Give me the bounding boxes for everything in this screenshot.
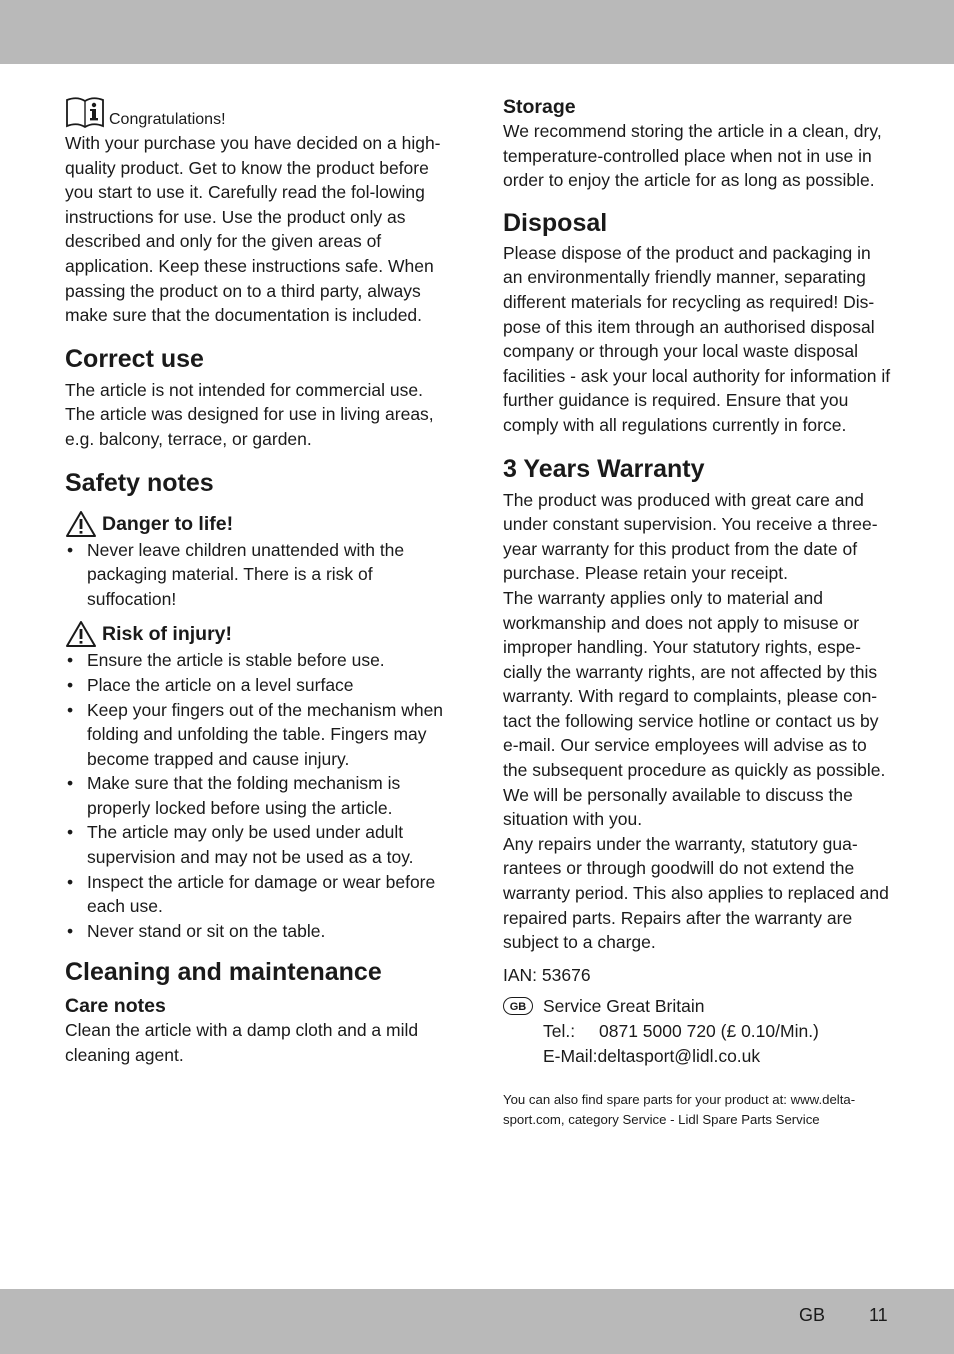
danger-list xyxy=(65,538,455,612)
disposal-heading: Disposal xyxy=(503,208,608,237)
injury-list xyxy=(65,648,455,943)
phone-label: Tel.: xyxy=(543,1021,576,1041)
disposal-body: Please dispose of the product and packaging in an environmentally friendly manner, separating different materials for recycling as required! Dis-pose of this item through an authorised disposal company or through your local waste disposal facilities - ask your local authority for information if further guidance is required. Ensure that you comply with all regulations currently in force. xyxy=(503,242,891,435)
page-number: 11 xyxy=(869,1305,888,1325)
warranty-paragraph-2: The warranty applies only to material and workmanship and does not apply to misuse or improper handling. Your statutory rights, espe-cially the warranty rights, are not affected by this warranty. With regard to complaints, please con-tact the following service hotline or contact us by e-mail. Our service employees will advise as to the subsequent procedure as quickly as possible. We will be personally available to discuss the situation with you. xyxy=(503,587,886,830)
injury-title: Risk of injury! xyxy=(102,623,233,646)
correct-use-line-2: The article was designed for use in living areas, e.g. balcony, terrace, or garden. xyxy=(65,404,434,449)
care-notes-title: Care notes xyxy=(65,995,166,1018)
service-block xyxy=(503,994,893,1068)
warning-triangle-icon xyxy=(65,510,97,538)
phone-value: 0871 5000 720 (£ 0.10/Min.) xyxy=(599,1021,819,1041)
footer-language: GB xyxy=(799,1305,826,1325)
right-column xyxy=(503,95,893,1129)
service-contact xyxy=(543,994,819,1068)
list-item: • Keep your fingers out of the mechanism when folding and unfolding the table. Fingers may become trapped and cause injury. xyxy=(67,699,444,769)
storage-title: Storage xyxy=(503,96,576,118)
warning-triangle-icon xyxy=(65,620,97,648)
list-item: • The article may only be used under adult supervision and may not be used as a toy. xyxy=(67,822,414,868)
cleaning-heading: Cleaning and maintenance xyxy=(65,958,382,987)
warranty-paragraph-1: The product was produced with great care and under constant supervision. You receive a three-year warranty for this product from the date of purchase. Please retain your receipt. xyxy=(503,489,878,584)
danger-heading xyxy=(65,510,455,538)
storage-body: We recommend storing the article in a clean, dry, temperature-controlled place when not in use in order to enjoy the article for as long as possible. xyxy=(503,121,882,191)
ian-number: IAN: 53676 xyxy=(503,964,591,985)
list-item: • Inspect the article for damage or wear before each use. xyxy=(67,871,436,917)
header-bar xyxy=(0,0,954,64)
list-item: • Never leave children unattended with the packaging material. There is a risk of suffocation! xyxy=(67,539,405,609)
service-phone xyxy=(543,1019,819,1044)
intro-paragraph: With your purchase you have decided on a high-quality product. Get to know the product before you start to use it. Carefully read the fol-lowing instructions for use. Use the product only as described and only for the given areas of application. Keep these instructions safe. When passing the product on to a third party, always make sure that the documentation is included. xyxy=(65,133,441,326)
warranty-heading: 3 Years Warranty xyxy=(503,454,705,483)
correct-use-heading: Correct use xyxy=(65,344,204,373)
spare-parts-note: You can also find spare parts for your product at: www.delta-sport.com, category Service - Lidl Spare Parts Service xyxy=(503,1092,856,1127)
gb-country-badge: GB xyxy=(503,997,533,1015)
danger-title: Danger to life! xyxy=(102,512,234,535)
list-item: • Make sure that the folding mechanism is properly locked before using the article. xyxy=(67,773,401,818)
service-email: E-Mail:deltasport@lidl.co.uk xyxy=(543,1045,761,1066)
left-column xyxy=(65,96,455,1068)
service-name: Service Great Britain xyxy=(543,996,705,1017)
injury-heading xyxy=(65,620,455,648)
warranty-paragraph-3: Any repairs under the warranty, statutory gua-rantees or through goodwill do not extend the warranty period. This also applies to replaced and repaired parts. Repairs after the warranty are subject to a charge. xyxy=(503,833,889,953)
info-book-icon xyxy=(65,96,105,130)
congratulations-line xyxy=(65,96,455,130)
correct-use-line-1: The article is not intended for commercial use. xyxy=(65,379,423,400)
list-item: • Never stand or sit on the table. xyxy=(67,920,326,941)
list-item: • Place the article on a level surface xyxy=(67,674,354,695)
congratulations-text: Congratulations! xyxy=(109,111,226,128)
care-notes-body: Clean the article with a damp cloth and a mild cleaning agent. xyxy=(65,1020,419,1066)
safety-notes-heading: Safety notes xyxy=(65,468,214,497)
list-item: • Ensure the article is stable before use. xyxy=(67,650,385,671)
